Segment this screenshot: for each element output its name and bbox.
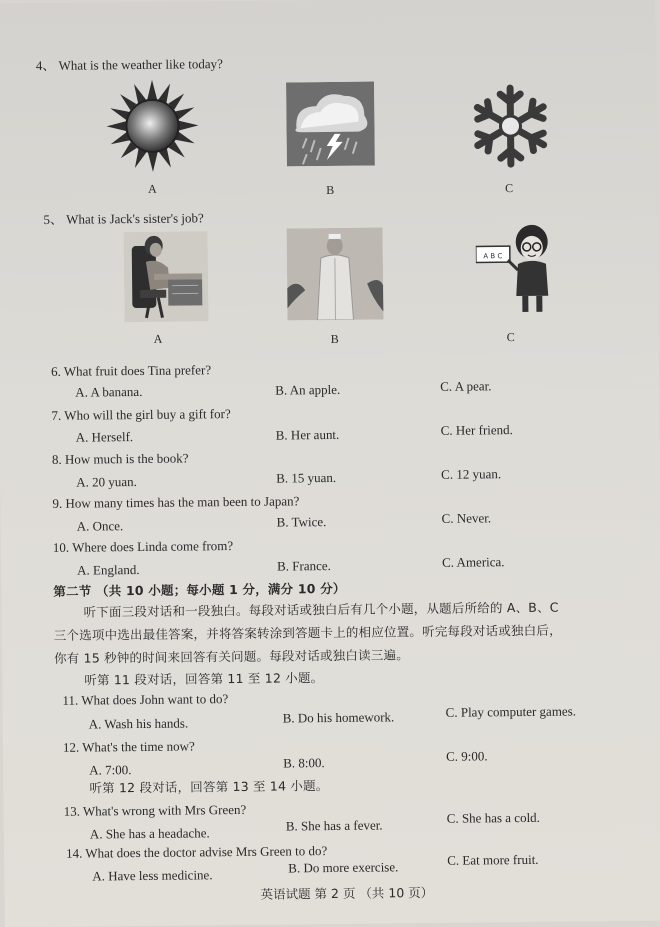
option-a: A. Have less medicine.: [92, 867, 212, 884]
option-b: B. 8:00.: [283, 755, 325, 771]
option-b: B. Twice.: [277, 514, 327, 531]
instruction-line-2: 三个选项中选出最佳答案，并将答案转涂到答题卡上的相应位置。听完每段对话或独白后，: [54, 621, 562, 644]
sun-icon: [104, 79, 201, 172]
question-12: 12. What's the time now?: [63, 738, 195, 755]
option-b: B. Do his homework.: [283, 709, 395, 726]
nurse-image: [287, 227, 384, 320]
passage-11-instruction: 听第 11 段对话，回答第 11 至 12 小题。: [84, 668, 323, 689]
snowflake-icon: [464, 82, 557, 171]
question-10: 10. Where does Linda come from?: [53, 538, 233, 556]
option-c: C. 12 yuan.: [441, 466, 501, 483]
question-13: 13. What's wrong with Mrs Green?: [64, 802, 247, 820]
option-a: A. England.: [77, 562, 140, 579]
section-heading: 第二节 （共 10 小题；每小题 1 分，满分 10 分）: [53, 579, 345, 600]
question-14: 14. What does the doctor advise Mrs Green to do?: [66, 843, 327, 862]
option-a: A. 20 yuan.: [76, 474, 137, 491]
question-6: 6. What fruit does Tina prefer?: [51, 362, 211, 380]
option-a: A. Once.: [77, 518, 124, 534]
rain-cloud-icon: [286, 82, 375, 167]
option-b: B. She has a fever.: [286, 817, 383, 834]
option-b: B. Do more exercise.: [288, 859, 398, 876]
option-a: A. She has a headache.: [90, 825, 210, 842]
option-c: C. Her friend.: [441, 422, 513, 439]
svg-text:A B C: A B C: [483, 252, 502, 260]
option-label-b: B: [331, 332, 339, 347]
option-a: A. 7:00.: [89, 762, 131, 778]
option-b: B. Her aunt.: [276, 427, 340, 444]
option-c: C. Never.: [442, 510, 492, 527]
question-8: 8. How much is the book?: [52, 450, 189, 467]
question-4: 4、 What is the weather like today?: [36, 53, 223, 74]
option-c: C. A pear.: [440, 378, 491, 395]
question-5: 5、 What is Jack's sister's job?: [43, 207, 204, 228]
page-footer: 英语试题 第 2 页 （共 10 页）: [260, 883, 433, 903]
option-b: B. An apple.: [275, 382, 340, 399]
option-a: A. Herself.: [76, 429, 134, 446]
option-b: B. 15 yuan.: [276, 470, 336, 487]
option-c: C. Play computer games.: [446, 703, 577, 720]
instruction-line-1: 听下面三段对话和一段独白。每段对话或独白后有几个小题，从题后所给的 A、B、C: [83, 598, 558, 621]
option-c: C. America.: [442, 554, 505, 571]
option-b: B. France.: [277, 558, 331, 575]
option-label-c: C: [505, 181, 513, 196]
option-label-c: C: [507, 330, 515, 345]
instruction-line-3: 你有 15 秒钟的时间来回答有关问题。每段对话或独白读三遍。: [54, 645, 409, 667]
option-label-a: A: [148, 182, 157, 197]
question-7: 7. Who will the girl buy a gift for?: [51, 406, 230, 424]
office-worker-image: [124, 231, 209, 322]
passage-12-instruction: 听第 12 段对话，回答第 13 至 14 小题。: [89, 776, 328, 797]
option-label-b: B: [326, 183, 334, 198]
option-a: A. A banana.: [75, 384, 142, 401]
option-a: A. Wash his hands.: [89, 715, 189, 732]
option-c: C. She has a cold.: [447, 810, 540, 827]
teacher-image: [475, 220, 562, 317]
option-c: C. Eat more fruit.: [447, 852, 539, 869]
question-11: 11. What does John want to do?: [62, 691, 228, 709]
option-c: C. 9:00.: [446, 748, 488, 764]
option-label-a: A: [154, 332, 163, 347]
question-9: 9. How many times has the man been to Japan?: [52, 493, 299, 512]
